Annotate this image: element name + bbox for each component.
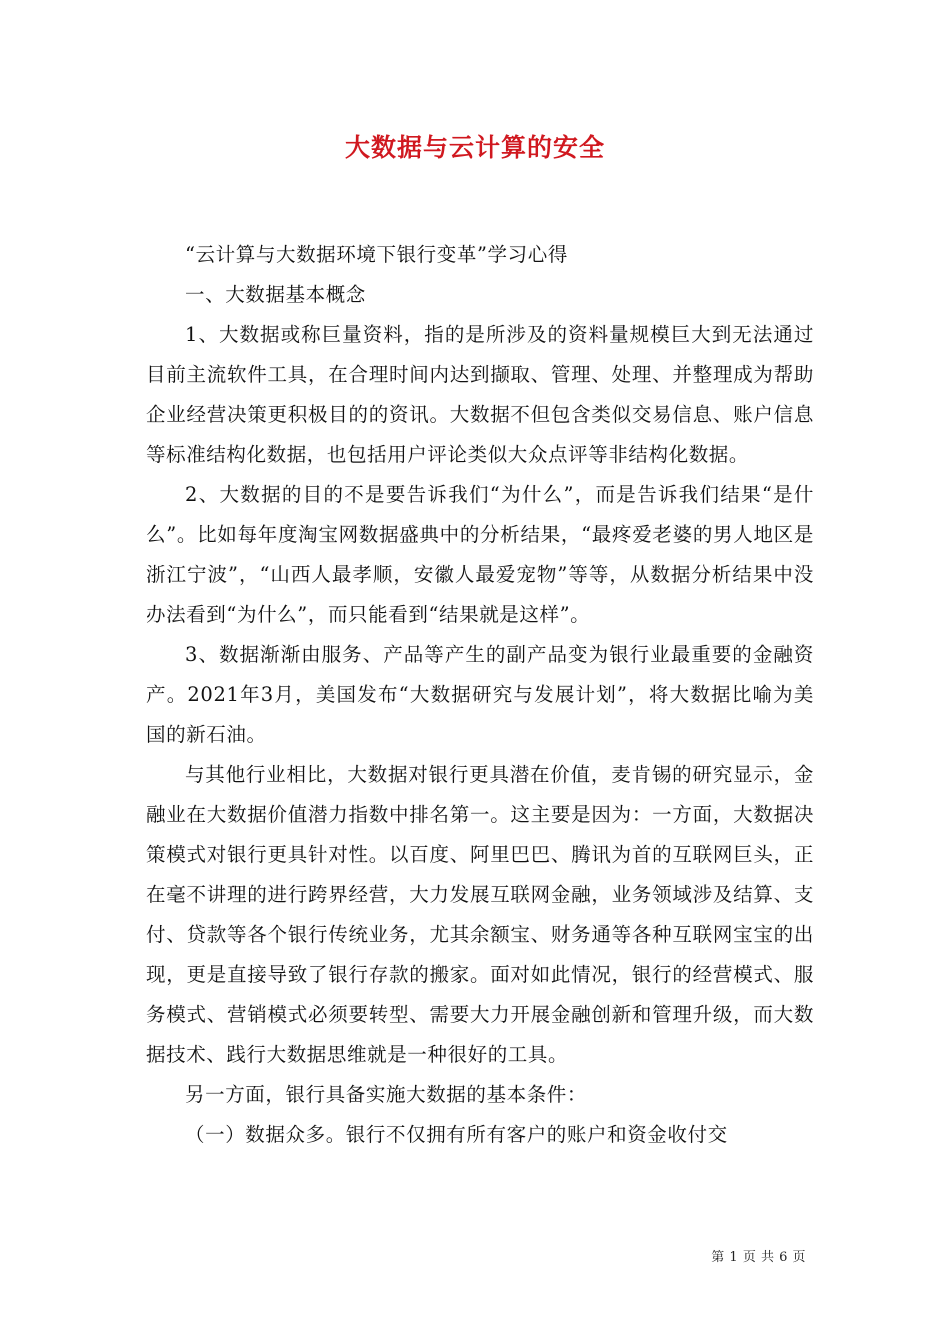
paragraph-3: 3、数据渐渐由服务、产品等产生的副产品变为银行业最重要的金融资产。2021年3月，美国发布“大数据研究与发展计划”，将大数据比喻为美国的新石油。 [146, 643, 814, 746]
paragraph-4: 与其他行业相比，大数据对银行更具潜在价值，麦肯锡的研究显示，金融业在大数据价值潜力指数中排名第一。这主要是因为：一方面，大数据决策模式对银行更具针对性。以百度、阿里巴巴、腾讯为首的互联网巨头，正在毫不讲理的进行跨界经营，大力发展互联网金融，业务领域涉及结算、支付、贷款等各个银行传统业务，尤其余额宝、财务通等各种互联网宝宝的出现，更是直接导致了银行存款的搬家。面对如此情况，银行的经营模式、服务模式、营销模式必须要转型、需要大力开展金融创新和管理升级，而大数据技术、践行大数据思维就是一种很好的工具。 [146, 763, 814, 1066]
document-body [146, 235, 814, 1155]
paragraph-6: （一）数据众多。银行不仅拥有所有客户的账户和资金收付交 [185, 1123, 728, 1146]
paragraph-1: 1、大数据或称巨量资料，指的是所涉及的资料量规模巨大到无法通过目前主流软件工具，在合理时间内达到撷取、管理、处理、并整理成为帮助企业经营决策更积极目的的资讯。大数据不但包含类似交易信息、账户信息等标准结构化数据，也包括用户评论类似大众点评等非结构化数据。 [146, 323, 814, 466]
paragraph-subtitle: “云计算与大数据环境下银行变革”学习心得 [185, 243, 568, 266]
paragraph-2: 2、大数据的目的不是要告诉我们“为什么”，而是告诉我们结果“是什么”。比如每年度淘宝网数据盛典中的分析结果，“最疼爱老婆的男人地区是浙江宁波”，“山西人最孝顺，安徽人最爱宠物”等等，从数据分析结果中没办法看到“为什么”，而只能看到“结果就是这样”。 [146, 483, 814, 626]
document-title: 大数据与云计算的安全 [344, 133, 605, 162]
paragraph-section-heading: 一、大数据基本概念 [185, 283, 366, 306]
page-number: 第 1 页 共 6 页 [711, 1250, 806, 1265]
paragraph-5: 另一方面，银行具备实施大数据的基本条件： [185, 1083, 588, 1106]
